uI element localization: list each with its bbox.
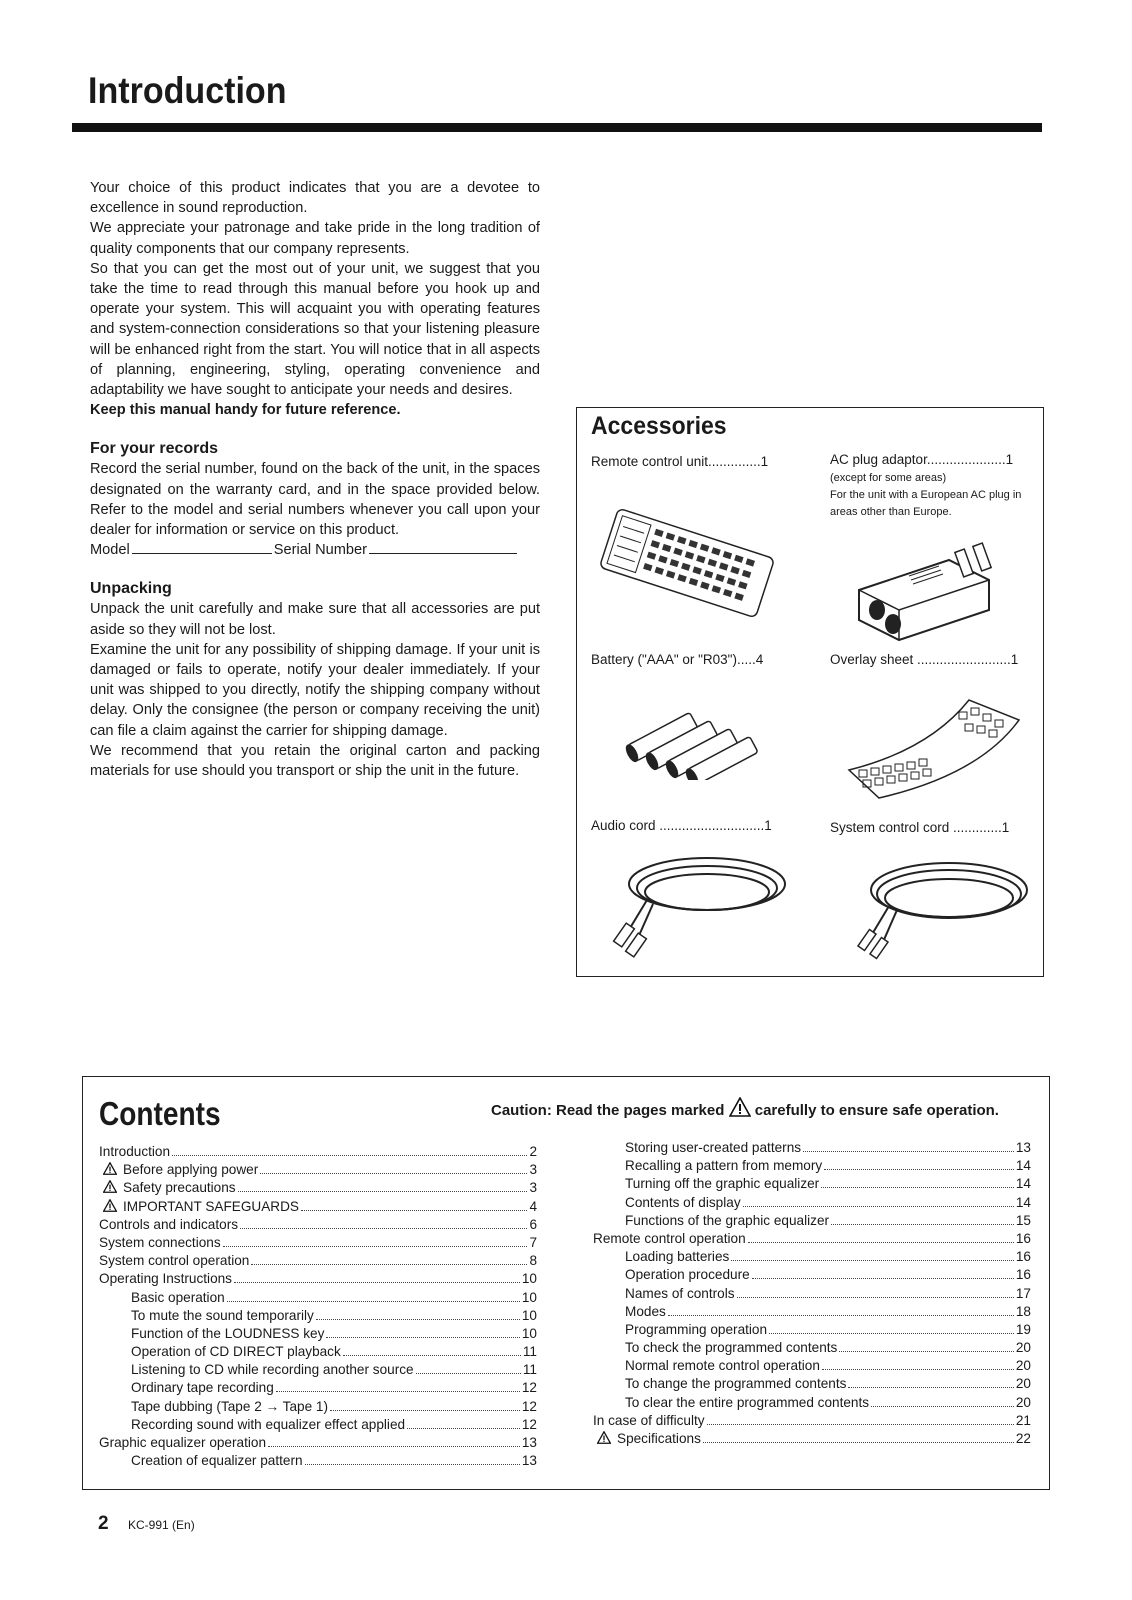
accessory-remote-label: Remote control unit..............1 [591, 454, 769, 469]
toc-leader-dots [260, 1172, 527, 1174]
toc-entry [593, 1412, 1031, 1430]
toc-leader-dots [831, 1223, 1014, 1225]
toc-leader-dots [407, 1427, 520, 1429]
caution-note [491, 1097, 999, 1119]
toc-entry-label [593, 1139, 801, 1157]
ac-plug-adaptor-icon [849, 540, 1019, 650]
toc-entry-label [99, 1361, 414, 1379]
unpacking-paragraph: Examine the unit for any possibility of shipping damage. If your unit is damaged or fails to operate, notify your dealer immediately. If your unit was shipped to you directly, notify the shipping company without delay. Only the consignee (the person or company receiving the unit) can file a claim against the carrier for shipping damage. [90, 641, 540, 739]
toc-entry-page: 12 [521, 1380, 537, 1396]
intro-paragraph: So that you can get the most out of your unit, we suggest that you take the time to read through this manual before you hook up and operate your system. This will acquaint you with operating features and system-connection considerations so that your listening pleasure will be enhanced right from the start. You will notice that in all aspects of planning, engineering, styling, operating convenience and adaptability we have sought to anticipate your needs and desires. [90, 260, 540, 399]
toc-entry-page: 20 [1015, 1376, 1031, 1392]
toc-leader-dots [326, 1336, 519, 1338]
toc-entry-label [99, 1143, 170, 1161]
toc-entry [99, 1289, 537, 1307]
toc-entry-label [593, 1175, 819, 1193]
toc-leader-dots [703, 1441, 1014, 1443]
serial-label: Serial Number [273, 542, 368, 559]
toc-entry [593, 1430, 1031, 1448]
toc-entry [99, 1161, 537, 1179]
toc-entry [99, 1343, 537, 1361]
toc-entry [99, 1398, 537, 1416]
model-code: KC-991 (En) [128, 1518, 195, 1532]
toc-entry-text: Specifications [617, 1431, 701, 1446]
toc-entry-page: 10 [521, 1271, 537, 1287]
unpacking-paragraph: We recommend that you retain the original carton and packing materials for use should you transport or ship the unit in the future. [90, 742, 540, 780]
toc-leader-dots [731, 1259, 1014, 1261]
toc-leader-dots [240, 1227, 527, 1229]
toc-entry-page: 13 [521, 1435, 537, 1450]
toc-entry [593, 1375, 1031, 1393]
toc-entry [593, 1357, 1031, 1375]
toc-entry-page: 3 [529, 1180, 537, 1196]
system-control-cord-icon [849, 856, 1039, 966]
toc-leader-dots [343, 1354, 521, 1356]
toc-entry-text: Programming operation [625, 1321, 768, 1337]
toc-entry [593, 1157, 1031, 1175]
toc-entry-text: To mute the sound temporarily [131, 1307, 314, 1323]
toc-leader-dots [223, 1245, 528, 1247]
accessories-title: Accessories [591, 412, 727, 440]
model-label: Model [90, 542, 130, 559]
toc-entry-page: 12 [521, 1416, 537, 1432]
toc-entry-text: System control operation [99, 1253, 250, 1269]
toc-entry-text: Basic operation [131, 1289, 225, 1305]
toc-entry-text: Functions of the graphic equalizer [625, 1212, 830, 1228]
adaptor-note-line: For the unit with a European AC plug in areas other than Europe. [830, 489, 1022, 518]
toc-entry-label [99, 1289, 225, 1307]
toc-entry-page: 22 [1015, 1431, 1031, 1446]
toc-leader-dots [737, 1296, 1014, 1298]
intro-paragraph: We appreciate your patronage and take pride in the long tradition of quality components that our company represents. [90, 220, 540, 257]
toc-entry-page: 13 [1015, 1140, 1031, 1155]
toc-entry-page: 20 [1015, 1394, 1031, 1410]
toc-entry-page: 20 [1015, 1358, 1031, 1374]
toc-entry-text: Names of controls [625, 1285, 735, 1301]
accessory-adaptor-label: AC plug adaptor.....................1 [830, 452, 1014, 467]
toc-entry-page: 15 [1015, 1212, 1031, 1228]
toc-leader-dots [743, 1205, 1014, 1207]
accessory-system-cord-label: System control cord .............1 [830, 820, 1010, 835]
toc-entry-page: 16 [1015, 1249, 1031, 1265]
toc-leader-dots [821, 1186, 1014, 1188]
toc-entry-label [593, 1266, 750, 1284]
toc-entry-label [99, 1198, 299, 1216]
toc-entry-text: Controls and indicators [99, 1216, 239, 1232]
contents-box [82, 1076, 1050, 1490]
toc-entry-page: 4 [529, 1198, 537, 1214]
toc-leader-dots [839, 1350, 1014, 1352]
toc-entry-label [593, 1430, 701, 1448]
toc-entry-page: 10 [521, 1325, 537, 1341]
toc-entry-page: 21 [1015, 1412, 1031, 1428]
toc-leader-dots [824, 1168, 1014, 1170]
page-number: 2 [98, 1513, 109, 1534]
toc-entry-text: Introduction [99, 1144, 171, 1159]
toc-entry-page: 19 [1015, 1321, 1031, 1337]
toc-leader-dots [227, 1300, 520, 1302]
toc-entry-page: 14 [1015, 1176, 1031, 1192]
toc-entry-label [593, 1394, 869, 1412]
title-rule [72, 123, 1042, 132]
adaptor-note-line: (except for some areas) [830, 472, 947, 484]
toc-entry-page: 3 [529, 1162, 537, 1178]
toc-entry-text: Before applying power [123, 1162, 259, 1178]
intro-column [90, 178, 540, 781]
toc-entry [99, 1198, 537, 1216]
toc-leader-dots [803, 1150, 1014, 1152]
toc-entry-label [593, 1339, 837, 1357]
warning-triangle-icon [103, 1161, 123, 1179]
toc-entry-label [593, 1321, 767, 1339]
toc-entry-label [99, 1216, 238, 1234]
warning-triangle-icon [597, 1430, 617, 1448]
toc-entry [593, 1175, 1031, 1193]
toc-entry [593, 1321, 1031, 1339]
toc-entry-text: To check the programmed contents [625, 1340, 838, 1356]
unpacking-paragraph: Unpack the unit carefully and make sure that all accessories are put aside so they will not be lost. [90, 601, 540, 638]
toc-entry-page: 10 [521, 1289, 537, 1305]
toc-entry-text: Listening to CD while recording another source [131, 1362, 414, 1378]
contents-title: Contents [99, 1095, 221, 1132]
toc-entry-page: 16 [1015, 1230, 1031, 1246]
toc-entry-text: To clear the entire programmed contents [625, 1394, 870, 1410]
accessory-audio-cord-label: Audio cord ............................1 [591, 818, 772, 833]
toc-entry-text: Loading batteries [625, 1249, 730, 1265]
toc-entry-page: 12 [521, 1398, 537, 1414]
toc-entry-text: Storing user-created patterns [625, 1140, 802, 1155]
caution-text-before: Caution: Read the pages marked [491, 1102, 725, 1119]
toc-leader-dots [316, 1318, 520, 1320]
toc-entry-label [593, 1285, 735, 1303]
toc-entry [593, 1266, 1031, 1284]
toc-entry-label [99, 1325, 324, 1343]
toc-entry-text: IMPORTANT SAFEGUARDS [123, 1198, 299, 1214]
toc-entry [593, 1230, 1031, 1248]
toc-entry-text: Modes [625, 1303, 666, 1319]
toc-entry [99, 1452, 537, 1470]
toc-entry-label [593, 1303, 666, 1321]
toc-entry [99, 1416, 537, 1434]
toc-leader-dots [668, 1314, 1014, 1316]
toc-entry [99, 1379, 537, 1397]
toc-leader-dots [748, 1241, 1014, 1243]
toc-left-column [99, 1143, 537, 1470]
toc-right-column [593, 1139, 1031, 1448]
toc-entry [593, 1212, 1031, 1230]
accessory-battery-label: Battery ("AAA" or "R03").....4 [591, 652, 764, 667]
toc-entry-text: Recording sound with equalizer effect applied [131, 1416, 406, 1432]
toc-entry-label [593, 1357, 820, 1375]
toc-entry [99, 1270, 537, 1288]
toc-entry-text: To change the programmed contents [625, 1376, 847, 1392]
toc-leader-dots [871, 1405, 1014, 1407]
toc-entry-page: 10 [521, 1307, 537, 1323]
intro-paragraph: Your choice of this product indicates that you are a devotee to excellence in sound reproduction. [90, 180, 540, 217]
caution-text-after: carefully to ensure safe operation. [754, 1102, 999, 1119]
page-title: Introduction [88, 70, 287, 111]
toc-leader-dots [769, 1332, 1014, 1334]
toc-leader-dots [234, 1281, 520, 1283]
batteries-icon [619, 700, 769, 780]
accessory-overlay-label: Overlay sheet .........................1 [830, 652, 1019, 667]
toc-entry-text: Tape dubbing (Tape 2 → Tape 1) [131, 1398, 328, 1414]
toc-entry [99, 1143, 537, 1161]
toc-entry-text: Graphic equalizer operation [99, 1435, 267, 1450]
toc-entry [593, 1339, 1031, 1357]
audio-cord-icon [607, 848, 797, 968]
toc-entry [99, 1179, 537, 1197]
toc-entry-page: 7 [529, 1234, 537, 1250]
toc-entry-text: Operating Instructions [99, 1271, 232, 1287]
toc-entry-page: 18 [1015, 1303, 1031, 1319]
toc-leader-dots [822, 1368, 1014, 1370]
toc-entry [99, 1252, 537, 1270]
toc-leader-dots [848, 1386, 1013, 1388]
toc-entry-label [593, 1412, 705, 1430]
adaptor-note [830, 470, 1040, 521]
toc-entry-label [99, 1307, 314, 1325]
toc-entry-label [99, 1343, 341, 1361]
toc-leader-dots [268, 1445, 520, 1447]
toc-entry-label [99, 1179, 236, 1197]
toc-entry [99, 1361, 537, 1379]
toc-entry [593, 1394, 1031, 1412]
toc-entry-text: Turning off the graphic equalizer [625, 1176, 820, 1192]
toc-entry-page: 11 [522, 1344, 537, 1360]
toc-entry [593, 1248, 1031, 1266]
toc-entry-label [99, 1270, 232, 1288]
toc-leader-dots [752, 1277, 1014, 1279]
toc-entry [99, 1434, 537, 1452]
toc-entry-label [593, 1157, 822, 1175]
toc-entry-label [593, 1375, 846, 1393]
toc-entry-text: Operation procedure [625, 1267, 750, 1283]
toc-entry-label [593, 1248, 729, 1266]
remote-control-icon [597, 504, 777, 622]
records-heading: For your records [90, 440, 219, 458]
toc-entry-page: 14 [1015, 1158, 1031, 1174]
toc-entry-page: 20 [1015, 1340, 1031, 1356]
toc-entry-page: 8 [529, 1253, 537, 1269]
toc-entry-text: Recalling a pattern from memory [625, 1158, 823, 1174]
toc-entry [593, 1194, 1031, 1212]
toc-entry-label [99, 1234, 221, 1252]
toc-entry-label [99, 1398, 328, 1416]
toc-entry-text: System connections [99, 1234, 221, 1250]
toc-entry [99, 1307, 537, 1325]
toc-entry-label [593, 1194, 741, 1212]
toc-entry-text: Normal remote control operation [625, 1358, 820, 1374]
warning-triangle-icon [729, 1097, 751, 1117]
toc-leader-dots [276, 1390, 520, 1392]
toc-entry-label [99, 1416, 405, 1434]
toc-entry-text: Operation of CD DIRECT playback [131, 1344, 341, 1360]
toc-entry [99, 1216, 537, 1234]
toc-entry-page: 17 [1015, 1285, 1031, 1301]
toc-entry-label [593, 1230, 746, 1248]
serial-blank [369, 541, 517, 554]
toc-entry-text: Creation of equalizer pattern [131, 1453, 303, 1469]
toc-leader-dots [305, 1463, 520, 1465]
toc-leader-dots [172, 1154, 527, 1156]
records-text: Record the serial number, found on the back of the unit, in the spaces designated on the warranty card, and in the space provided below. Refer to the model and serial numbers whenever you call upon your dealer for information or service on this product. [90, 461, 540, 539]
toc-entry-page: 14 [1015, 1194, 1031, 1210]
overlay-sheet-icon [839, 680, 1029, 800]
keep-manual-note: Keep this manual handy for future reference. [90, 402, 401, 419]
toc-entry [99, 1234, 537, 1252]
toc-entry-label [99, 1161, 258, 1179]
toc-entry-page: 2 [529, 1144, 537, 1159]
toc-entry-text: Contents of display [625, 1194, 741, 1210]
toc-entry-page: 6 [529, 1216, 537, 1232]
unpacking-heading: Unpacking [90, 580, 172, 598]
warning-triangle-icon [103, 1198, 123, 1216]
toc-entry [593, 1139, 1031, 1157]
toc-entry-text: Function of the LOUDNESS key [131, 1325, 325, 1341]
toc-entry-label [99, 1252, 249, 1270]
toc-leader-dots [251, 1263, 527, 1265]
model-blank [132, 541, 272, 554]
toc-entry [99, 1325, 537, 1343]
toc-entry-page: 16 [1015, 1267, 1031, 1283]
toc-leader-dots [238, 1190, 528, 1192]
toc-entry-page: 11 [522, 1362, 537, 1378]
toc-entry-text: Ordinary tape recording [131, 1380, 274, 1396]
toc-leader-dots [416, 1372, 521, 1374]
accessories-box [576, 407, 1044, 977]
toc-entry-text: In case of difficulty [593, 1412, 705, 1428]
model-serial-line [90, 540, 540, 560]
toc-leader-dots [330, 1409, 520, 1411]
toc-entry-text: Remote control operation [593, 1230, 746, 1246]
toc-entry-label [99, 1452, 303, 1470]
toc-entry-page: 13 [521, 1453, 537, 1469]
toc-leader-dots [707, 1423, 1014, 1425]
toc-entry-label [99, 1379, 274, 1397]
toc-entry [593, 1285, 1031, 1303]
toc-entry-label [593, 1212, 829, 1230]
warning-triangle-icon [103, 1179, 123, 1197]
toc-entry [593, 1303, 1031, 1321]
toc-entry-label [99, 1434, 266, 1452]
toc-entry-text: Safety precautions [123, 1180, 236, 1196]
toc-leader-dots [301, 1209, 527, 1211]
